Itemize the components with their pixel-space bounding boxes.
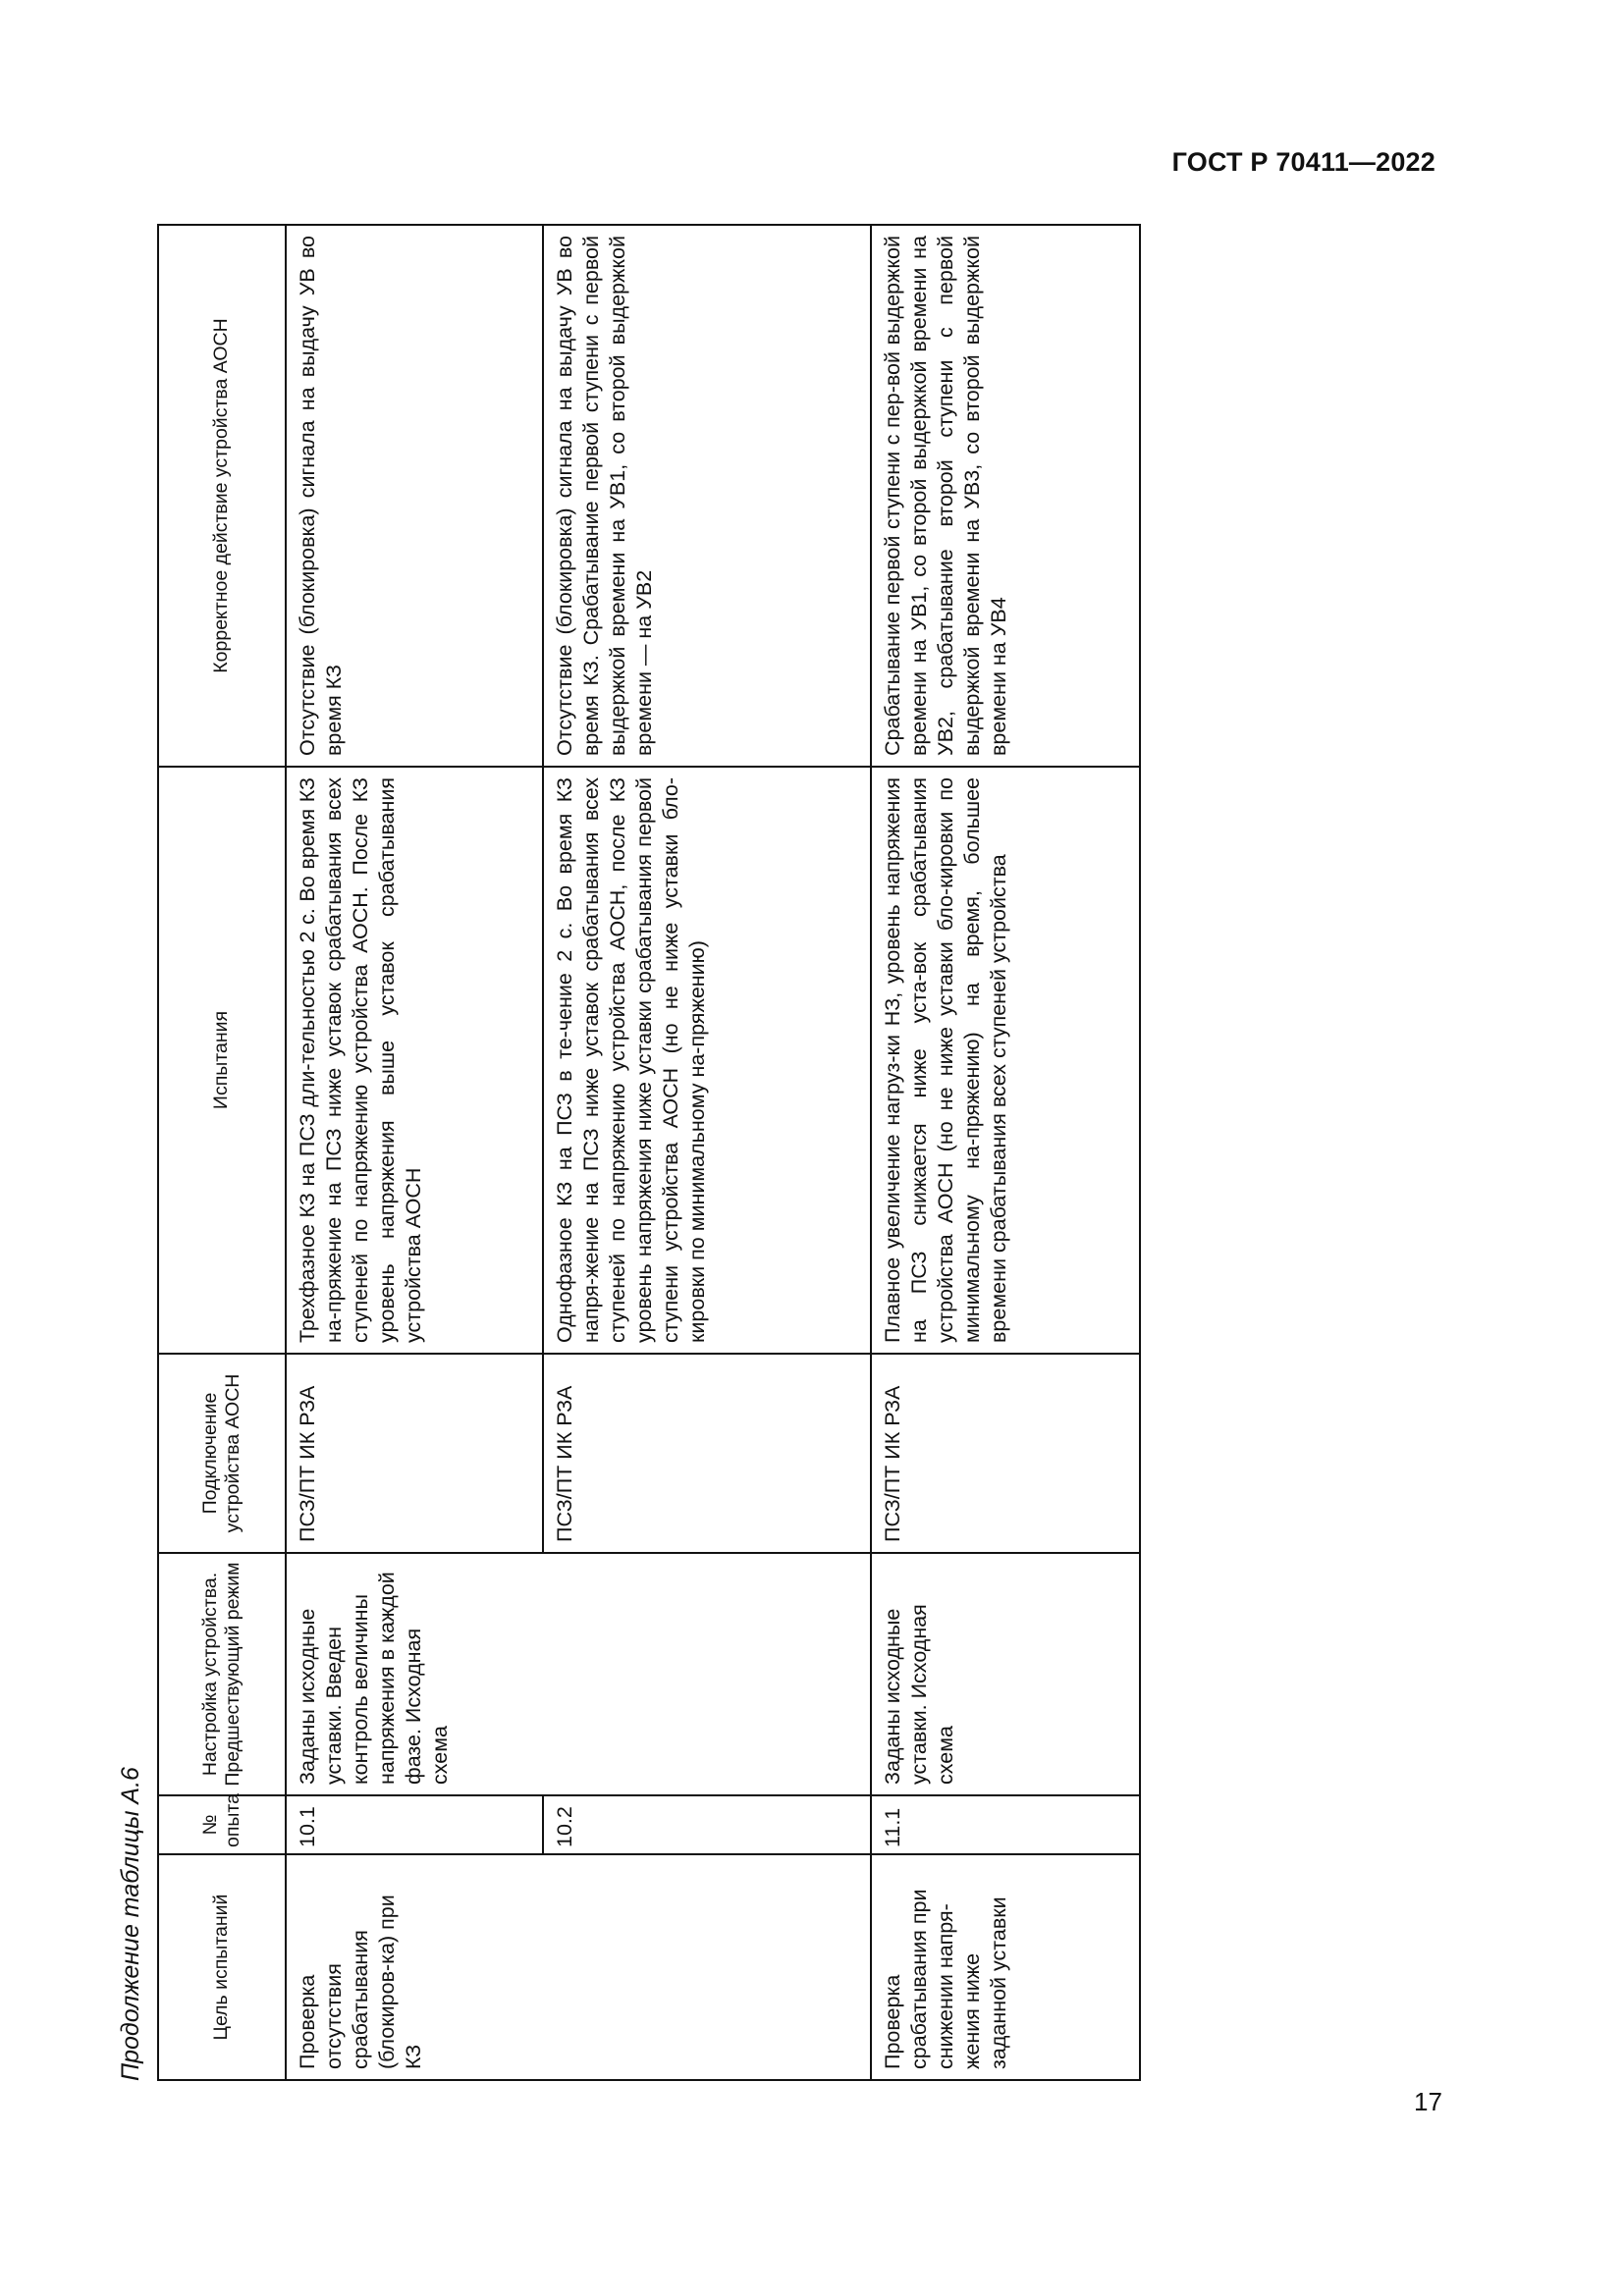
table-caption: Продолжение таблицы А.6 <box>117 1767 144 2081</box>
col-header-num: № опыта <box>158 1795 286 1854</box>
col-header-result: Корректное действие устройства АОСН <box>158 225 286 767</box>
page-number: 17 <box>1414 2087 1442 2116</box>
cell-result: Отсутствие (блокировка) сигнала на выдачу УВ во время КЗ. Срабатывание первой ступени с первой выдержкой времени на УВ1, со второй выдержкой времени — на УВ2 <box>543 225 871 767</box>
cell-num: 10.2 <box>543 1795 871 1854</box>
cell-connection: ПСЗ/ПТ ИК РЗА <box>543 1354 871 1553</box>
rotated-table-region <box>108 187 1119 2081</box>
cell-num: 11.1 <box>871 1795 1140 1854</box>
cell-goal: Проверка срабатывания при снижении напря-жения ниже заданной уставки <box>871 1854 1140 2080</box>
doc-code: ГОСТ Р 70411—2022 <box>1171 147 1435 177</box>
cell-test: Однофазное КЗ на ПСЗ в те-чение 2 с. Во время КЗ напря-жение на ПСЗ ниже уставок срабатывания всех ступеней по напряжению устройства АОСН, после КЗ уровень напряжения ниже уставки срабатывания первой ступени устройства АОСН (но не ниже уставки бло-кировки по минимальному на-пряжению) <box>543 767 871 1354</box>
cell-num: 10.1 <box>286 1795 543 1854</box>
col-header-setup: Настройка устройства. Предшествующий режим <box>158 1553 286 1795</box>
cell-test: Плавное увеличение нагруз-ки НЗ, уровень напряжения на ПСЗ снижается ниже уста-вок срабатывания устройства АОСН (но не ниже уставки бло-кировки по минимальному на-пряжению) на время, большее времени срабатывания всех ступеней устройства <box>871 767 1140 1354</box>
cell-connection: ПСЗ/ПТ ИК РЗА <box>871 1354 1140 1553</box>
table-row <box>871 225 1140 2080</box>
table-row <box>286 225 543 2080</box>
table-header-row <box>158 225 286 2080</box>
cell-setup: Заданы исходные уставки. Исходная схема <box>871 1553 1140 1795</box>
cell-test: Трехфазное КЗ на ПСЗ дли-тельностью 2 с. Во время КЗ на-пряжение на ПСЗ ниже уставок срабатывания всех ступеней по напряжению устройства АОСН. После КЗ уровень напряжения выше уставок срабатывания устройства АОСН <box>286 767 543 1354</box>
table-row <box>543 225 871 2080</box>
test-table <box>157 224 1141 2081</box>
col-header-goal: Цель испытаний <box>158 1854 286 2080</box>
cell-setup: Заданы исходные уставки. Введен контроль величины напряжения в каждой фазе. Исходная схема <box>286 1553 871 1795</box>
col-header-test: Испытания <box>158 767 286 1354</box>
cell-result: Отсутствие (блокировка) сигнала на выдачу УВ во время КЗ <box>286 225 543 767</box>
cell-result: Срабатывание первой ступени с пер-вой выдержкой времени на УВ1, со второй выдержкой времени на УВ2, срабатывание второй ступени с первой выдержкой времени на УВ3, со второй выдержкой времени на УВ4 <box>871 225 1140 767</box>
cell-connection: ПСЗ/ПТ ИК РЗА <box>286 1354 543 1553</box>
cell-goal: Проверка отсутствия срабатывания (блокиров-ка) при КЗ <box>286 1854 871 2080</box>
col-header-connection: Подключение устройства АОСН <box>158 1354 286 1553</box>
